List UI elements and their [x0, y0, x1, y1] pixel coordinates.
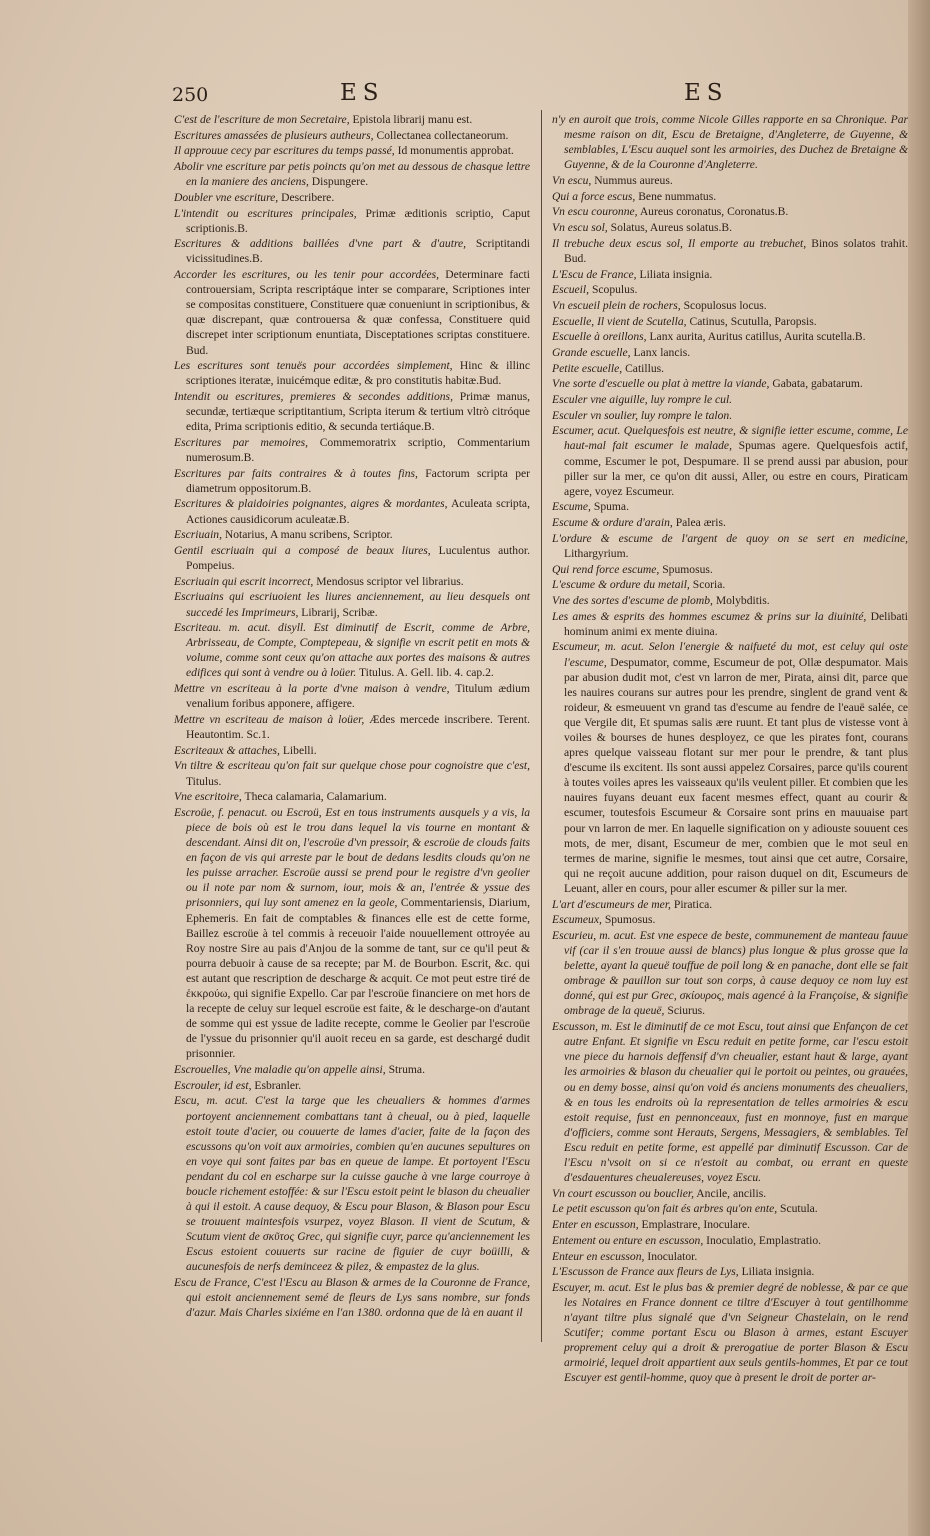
dictionary-entry: [174, 712, 530, 742]
entry-french-text: Vne escritoire,: [174, 790, 242, 804]
entry-latin-text: Scoria.: [692, 578, 726, 592]
entry-latin-text: Factorum scripta per diametrum oppositorum.B.: [186, 466, 531, 495]
dictionary-entry: [552, 639, 908, 896]
entry-latin-text: Nummus aureus.: [594, 173, 673, 187]
entry-latin-text: Theca calamaria, Calamarium.: [244, 790, 387, 804]
entry-latin-text: Lithargyrium.: [564, 546, 629, 560]
entry-french-text: Escritures par faits contraires & à toutes fins,: [174, 466, 418, 480]
dictionary-entry: [174, 267, 530, 358]
entry-french-text: Enter en escusson,: [552, 1218, 639, 1232]
dictionary-entry: [174, 159, 530, 189]
entry-french-text: Qui rend force escume,: [552, 562, 660, 576]
entry-latin-text: Spumosus.: [662, 562, 713, 576]
entry-french-text: Vne sorte d'escuelle ou plat à mettre la viande,: [552, 377, 770, 391]
entry-latin-text: Describere.: [281, 190, 335, 204]
entry-latin-text: Molybditis.: [715, 593, 770, 607]
entry-latin-text: Ancile, ancilis.: [696, 1186, 767, 1200]
dictionary-entry: [174, 112, 530, 127]
dictionary-entry: [174, 681, 530, 711]
entry-latin-text: Binos solatos trahit. Bud.: [564, 236, 908, 265]
entry-french-text: Les escritures sont tenuës pour accordées simplement,: [174, 359, 453, 373]
dictionary-entry: [174, 543, 530, 573]
entry-french-text: Escueil,: [552, 283, 590, 297]
entry-french-text: Il trebuche deux escus sol, Il emporte au trebuchet,: [552, 236, 807, 250]
dictionary-entry: [552, 392, 908, 407]
entry-latin-text: Spuma.: [593, 500, 629, 514]
dictionary-entry: [174, 466, 530, 496]
entry-latin-text: Determinare facti controuersiam, Scripta rescriptáque inter se comparare, Scriptiones inter se compositas constituere, Constituere quæ conueniunt in scriptionibus, & quæ discrepant, quæ controuersa & quæ confessa, Constituere quid discrepet inter scriptionum enuntiata, Disceptationes scriptas constituere. Bud.: [186, 268, 530, 357]
dictionary-entry: [552, 1201, 908, 1216]
entry-latin-text: Commentariensis, Diarium, Ephemeris. En fait de comptables & finances elle est de cette forme, Baillez escroüe à tel commis à receuoir l'aide nouuellement ottroyée au Roy nostre Sire au pais d'Anjou de la somme de tant, sur ce qu'il peut & pourra debuoir à cause de sa recepte; par M. de Bourbon. Escrit, &c. qui est autant que rescription de descharge & acquit. Ce mot peut estre tiré de ἐκκρούω, qui signifie Expello. Car par l'escroüe financiere on met hors de la recepte de celuy sur lequel escroüe est faite, & le descharge-on d'autant de somme qui est yssue de ladite recepte, comme le Geolier par l'escroüe de l'yssue du prisonnier qu'il auoit receu en sa garde, est deschargé dudit prisonnier.: [186, 896, 530, 1061]
entry-latin-text: Primæ æditionis scriptio, Caput scriptionis.B.: [186, 206, 530, 235]
dictionary-entry: [174, 574, 530, 589]
dictionary-entry: [552, 1233, 908, 1248]
page-number: 250: [172, 84, 209, 106]
dictionary-entry: [174, 1062, 530, 1077]
entry-latin-text: Inoculatio, Emplastratio.: [706, 1233, 822, 1247]
dictionary-entry: [552, 912, 908, 927]
entry-french-text: Escumeux,: [552, 913, 602, 927]
running-head-left: ES: [340, 80, 385, 106]
entry-latin-text: Libelli.: [282, 743, 317, 757]
entry-latin-text: Solatus, Aureus solatus.B.: [610, 221, 733, 235]
entry-latin-text: Luculentus author. Pompeius.: [186, 543, 530, 573]
entry-french-text: Qui a force escus,: [552, 189, 636, 203]
entry-french-text: Grande escuelle,: [552, 345, 631, 359]
dictionary-entry: [552, 282, 908, 297]
entry-french-text: Mettre vn escriteau à la porte d'vne maison à vendre,: [174, 682, 450, 696]
entry-french-text: L'ordure & escume de l'argent de quoy on se sert en medicine,: [552, 531, 908, 545]
entry-latin-text: Bene nummatus.: [638, 189, 717, 203]
dictionary-entry: [174, 1093, 530, 1274]
entry-french-text: Vn escu couronne,: [552, 205, 638, 219]
dictionary-entry: [174, 758, 530, 788]
entry-latin-text: Ædes mercede inscribere. Terent. Heautontim. Sc.1.: [186, 712, 530, 742]
entry-french-text: Escumer, acut. Quelquesfois est neutre, & signifie ietter escume, comme, Le haut-mal fait escumer le malade,: [552, 424, 908, 453]
dictionary-entry: [552, 515, 908, 530]
entry-latin-text: Lanx aurita, Auritus catillus, Aurita scutella.B.: [649, 330, 866, 344]
entry-french-text: Petite escuelle,: [552, 361, 623, 375]
entry-french-text: L'Escu de France,: [552, 267, 637, 281]
dictionary-entry: [552, 577, 908, 592]
entry-latin-text: Titulus.: [186, 774, 222, 788]
dictionary-entry: [552, 897, 908, 912]
entry-french-text: Escurieu, m. acut. Est vne espece de beste, communement de manteau fauue vif (car il s'en trouue aussi de blancs) plus longue & plus grosse que la belette, ayant la queuë touffue de poil long & en panache, dont elle se fait ombrage & pauillon sur tout son corps, à cause dequoy ce nom luy est donné, qui est pur Grec, σκίουρος, mais agencé à la Françoise, & signifie ombrage de la queuë,: [552, 929, 908, 1018]
dictionary-entry: [174, 190, 530, 205]
entry-french-text: Les ames & esprits des hommes escumez & prins sur la diuinité,: [552, 609, 867, 623]
dictionary-entry: [174, 236, 530, 266]
dictionary-entry: [552, 408, 908, 423]
dictionary-entry: [552, 329, 908, 344]
entry-latin-text: Titulum ædium venalium foribus apponere, affigere.: [186, 682, 530, 711]
entry-french-text: Escuyer, m. acut. Est le plus bas & premier degré de noblesse, & par ce que les Notaires en France donnent ce tiltre d'Escuyer à tout gentilhomme n'ayant tiltre plus signalé que d'vn Seigneur Chastelain, on le rend Scutifer; comme portant Escu ou Blason à armes, estant Escuyer proprement celuy qui a droit & prerogatiue de porter Blason & Escu armoirié, lequel droit appartient aux seuls gentils-hommes, Et par ce tout Escuyer est gentil-homme, quoy que à present le droit de porter ar-: [552, 1280, 908, 1385]
dictionary-entry: [552, 376, 908, 391]
entry-french-text: Escumeur, m. acut. Selon l'energie & naifueté du mot, est celuy qui oste l'escume,: [552, 640, 908, 669]
dictionary-entry: [552, 562, 908, 577]
entry-latin-text: Spumosus.: [604, 913, 656, 927]
left-column: [174, 112, 530, 1321]
dictionary-entry: [174, 128, 530, 143]
entry-french-text: Vn escu,: [552, 173, 592, 187]
entry-latin-text: Delibati hominum animi ex mente diuina.: [564, 609, 908, 638]
entry-french-text: Escriuains qui escriuoient les liures anciennement, au lieu desquels ont succedé les Imprimeurs,: [174, 590, 530, 619]
dictionary-entry: [174, 358, 530, 388]
dictionary-entry: [552, 1264, 908, 1279]
entry-french-text: L'Escusson de France aux fleurs de Lys,: [552, 1265, 739, 1279]
entry-french-text: Escriuain qui escrit incorrect,: [174, 574, 314, 588]
entry-latin-text: Epistola librarij manu est.: [352, 113, 473, 126]
entry-latin-text: Despumator, comme, Escumeur de pot, Ollæ despumator. Mais par abusion dudit mot, c'est vn larron de mer, Pirata, ainsi dit, parce que les nauires courans sur autres pour les prendre, singlent de grand vent & roideur, & esmeuuent vn grand tas d'escume au fendre de l'eauë salée, ce que Vergile dit, Et spumas salis ære ruunt. Et tant plus de vistesse vont à voiles & bourses de hunes desployez, ce que les pirates font, courans apres quelque vaisseau flotant sur mer pour le prendre, & tant plus d'escume ils excitent. Ils sont aussi appelez Corsaires, parce qu'ils courent à toutes voiles apres les vaisseaux qu'ils veulent piller. Et combien que les nauires fuyans deuant eux facent mesmes effect, quant au courir & escumer, toutesfois Escumeur & Corsaire sont prins en mauuaise part pour vn larron de mer. En laquelle signification on y adiouste souuent ces mots, de mer, disant, Escumeur de mer, combien que le mot seul en termes de marine, signifie le mesmes, tout ainsi que cet autre, Corsaire, qui ne reçoit aucune addition, pour raison duquel on dit, Escumeurs de Leuant, aller en cours, pour aller escumer & piller sur la mer.: [564, 655, 908, 895]
dictionary-entry: [552, 112, 908, 172]
entry-latin-text: Scriptitandi vicissitudines.B.: [186, 237, 530, 266]
entry-latin-text: Dispungere.: [311, 175, 369, 189]
dictionary-entry: [552, 189, 908, 204]
entry-french-text: Vn court escusson ou bouclier,: [552, 1186, 695, 1200]
entry-french-text: Mettre vn escriteau de maison à loüer,: [174, 712, 365, 726]
entry-french-text: Escritures amassées de plusieurs autheurs,: [174, 128, 374, 142]
entry-french-text: Escuelle à oreillons,: [552, 330, 647, 344]
dictionary-entry: [552, 593, 908, 608]
dictionary-entry: [552, 267, 908, 282]
entry-latin-text: Inoculator.: [647, 1249, 698, 1263]
entry-french-text: Vn tiltre & escriteau qu'on fait sur quelque chose pour cognoistre que c'est,: [174, 759, 530, 773]
dictionary-entry: [552, 204, 908, 219]
dictionary-entry: [174, 1275, 530, 1320]
entry-french-text: L'art d'escumeurs de mer,: [552, 897, 671, 911]
entry-french-text: Escrouelles, Vne maladie qu'on appelle ainsi,: [174, 1063, 386, 1077]
dictionary-entry: [552, 345, 908, 360]
entry-latin-text: Piratica.: [673, 897, 713, 911]
entry-french-text: Escritures par memoires,: [174, 435, 309, 449]
dictionary-entry: [174, 206, 530, 236]
dictionary-entry: [552, 1186, 908, 1201]
dictionary-entry: [174, 389, 530, 434]
entry-french-text: Escritures & additions baillées d'vne part & d'autre,: [174, 237, 467, 251]
dictionary-entry: [174, 143, 530, 158]
entry-french-text: Vn escu sol,: [552, 221, 608, 235]
entry-latin-text: Notarius, A manu scribens, Scriptor.: [224, 528, 393, 542]
entry-latin-text: Mendosus scriptor vel librarius.: [316, 574, 464, 588]
entry-french-text: C'est de l'escriture de mon Secretaire,: [174, 113, 350, 126]
dictionary-entry: [552, 1019, 908, 1185]
dictionary-entry: [552, 531, 908, 561]
entry-latin-text: Liliata insignia.: [639, 267, 713, 281]
entry-latin-text: Id monumentis approbat.: [397, 144, 514, 158]
dictionary-entry: [552, 423, 908, 498]
dictionary-entry: [174, 743, 530, 758]
page-edge: [908, 0, 930, 1536]
dictionary-entry: [552, 928, 908, 1019]
dictionary-entry: [552, 499, 908, 514]
entry-latin-text: Emplastrare, Inoculare.: [641, 1218, 751, 1232]
entry-latin-text: Liliata insignia.: [741, 1265, 815, 1279]
entry-french-text: Entement ou enture en escusson,: [552, 1233, 704, 1247]
entry-french-text: Escu, m. acut. C'est la targe que les cheualiers & hommes d'armes portoyent anciennement combattans tant à cheual, ou à pied, laquelle estoit toute d'acier, ou couuerte de lames d'acier, faite de la façon des escussons qu'on voit aux armoiries, combien qu'en aucunes sepultures on en voye qui sont faites par bas en queue de lampe. Et portoyent l'Escu pendant du col en escharpe sur la cuisse gauche à vne large courroye à boucle richement estoffée: & sur l'Escu estoit peint le blason du cheualier à qui il estoit. A cause dequoy, & Escu pour Blason, & Blason pour Escu se trouuent maintesfois vsurpez, voyez Blason. Il vient de Scutum, & Scutum vient de σκῦτος Grec, qui signifie cuyr, parce qu'anciennement les Escus estoient couuerts sur racine de figuier de cuyr boüilli, & aucunesfois de nerfs deminceez & pilez, & empastez de la glus.: [174, 1094, 530, 1274]
dictionary-entry: [174, 435, 530, 465]
entry-french-text: Esculer vn soulier, luy rompre le talon.: [552, 408, 733, 422]
entry-french-text: Escriteau. m. acut. disyll. Est diminutif de Escrit, comme de Arbre, Arbrisseau, de Compte, Compteреau, & signifie vn escrit petit en mots & volume, comme sont ceux qu'on attache aux portes des maisons & autres edifices qui sont à vendre ou à loüer.: [174, 621, 530, 680]
entry-latin-text: Hinc & illinc scriptiones iteratæ, inuicémque editæ, & pro constitutis habitæ.Bud.: [186, 359, 530, 388]
dictionary-entry: [552, 361, 908, 376]
dictionary-entry: [174, 527, 530, 542]
entry-french-text: Gentil escriuain qui a composé de beaux liures,: [174, 543, 431, 557]
entry-latin-text: Collectanea collectaneorum.: [376, 128, 509, 142]
entry-french-text: Vn escueil plein de rochers,: [552, 298, 681, 312]
entry-french-text: Il approuue cecy par escritures du temps passé,: [174, 144, 395, 158]
dictionary-entry: [552, 298, 908, 313]
entry-french-text: Esculer vne aiguille, luy rompre le cul.: [552, 393, 733, 406]
entry-french-text: Escriuain,: [174, 528, 222, 542]
right-column: [552, 112, 908, 1386]
dictionary-entry: [174, 1078, 530, 1093]
entry-french-text: Vne des sortes d'escume de plomb,: [552, 593, 713, 607]
dictionary-entry: [552, 314, 908, 329]
entry-latin-text: Aculeata scripta, Actiones causidicorum aculeatæ.B.: [186, 497, 530, 526]
entry-latin-text: Aureus coronatus, Coronatus.B.: [639, 205, 789, 219]
entry-latin-text: Scopulosus locus.: [683, 298, 767, 312]
dictionary-entry: [174, 620, 530, 680]
entry-french-text: Accorder les escritures, ou les tenir pour accordées,: [174, 268, 440, 282]
entry-latin-text: Scutula.: [780, 1202, 818, 1216]
entry-french-text: Abolir vne escriture par petis poincts qu'on met au dessous de chasque lettre en la maniere des anciens,: [174, 160, 530, 189]
entry-french-text: Escuelle, Il vient de Scutella,: [552, 314, 687, 328]
entry-french-text: Enteur en escusson,: [552, 1249, 645, 1263]
entry-french-text: L'escume & ordure du metail,: [552, 578, 690, 592]
entry-french-text: Intendit ou escritures, premieres & secondes additions,: [174, 390, 453, 404]
entry-french-text: Escume,: [552, 500, 591, 514]
entry-french-text: Escrouler, id est,: [174, 1078, 252, 1092]
entry-french-text: Escusson, m. Est le diminutif de ce mot Escu, tout ainsi que Enfançon de cet autre Enfant. Et signifie vn Escu reduit en petite forme, car l'escu estoit vne piece du harnois deffensif d'vn cheualier, estant haut & large, ayant les armoiries & blason du cheualier qui le portoit ou peintes, ou grauées, ou en demy bosse, ainsi qu'on void és anciens monuments des cheualiers, & en tous les endroits où la representation de telles armoiries & escu estoit requise, fust en pennonceaux, fust en monnoye, fust en marque d'officiers, comme sont Herauts, Sergens, Messagiers, & semblables. Tel Escu reduit en petite forme, est appellé par diminutif Escusson. Car de l'Escu n'vsoit on si ce n'estoit au combat, ou errant en queste d'esdauentures cheualereuses, voyez Escu.: [552, 1020, 908, 1185]
entry-latin-text: Commemoratrix scriptio, Commentarium numerosum.B.: [186, 435, 530, 464]
entry-french-text: Escu de France, C'est l'Escu au Blason & armes de la Couronne de France, qui estoit anciennement semé de fleurs de Lys sans nombre, sur fonds d'azur. Mais Charles sixiéme en l'an 1380. ordonna que de là en auant il: [174, 1276, 530, 1320]
dictionary-entry: [174, 496, 530, 526]
entry-latin-text: Sciurus.: [667, 1004, 706, 1018]
dictionary-entry: [174, 789, 530, 804]
entry-latin-text: Titulus. A. Gell. lib. 4. cap.2.: [358, 666, 494, 680]
entry-latin-text: Scopulus.: [591, 283, 638, 297]
entry-latin-text: Catinus, Scutulla, Paropsis.: [689, 314, 817, 328]
entry-french-text: L'intendit ou escritures principales,: [174, 206, 357, 220]
dictionary-entry: [174, 589, 530, 619]
entry-latin-text: Struma.: [388, 1063, 425, 1077]
entry-latin-text: Catillus.: [625, 361, 665, 375]
entry-latin-text: Lanx lancis.: [633, 345, 691, 359]
entry-latin-text: Esbranler.: [254, 1078, 302, 1092]
dictionary-entry: [552, 1217, 908, 1232]
entry-french-text: Doubler vne escriture,: [174, 190, 279, 204]
dictionary-entry: [552, 173, 908, 188]
entry-french-text: n'y en auroit que trois, comme Nicole Gilles rapporte en sa Chronique. Par mesme raison on dit, Escu de Bretaigne, d'Angleterre, de Guyenne, & semblables, L'Escu auquel sont les armoiries, des Duchez de Bretaigne & Guyenne, & de la Couronne d'Angleterre.: [552, 113, 908, 172]
entry-french-text: Escriteaux & attaches,: [174, 743, 280, 757]
dictionary-entry: [174, 805, 530, 1062]
entry-latin-text: Gabata, gabatarum.: [772, 377, 863, 391]
entry-latin-text: Primæ manus, secundæ, tertiæque scriptitantium, Scripta iterum & tertium vltrò citróque edita, Prima scriptionis editio, & secunda tertiáque.B.: [186, 390, 530, 434]
entry-french-text: Escritures & plaidoiries poignantes, aigres & mordantes,: [174, 497, 448, 511]
entry-latin-text: Palea æris.: [675, 516, 726, 530]
dictionary-entry: [552, 1249, 908, 1264]
running-head-right: ES: [684, 80, 729, 106]
entry-french-text: Escume & ordure d'arain,: [552, 516, 673, 530]
entry-french-text: Escroüe, f. penacut. ou Escroü, Est en tous instruments ausquels y a vis, la piece de bois où est le trou dans lequel la vis tourne en montant & descendant. Ainsi dit on, l'escroüe d'vn pressoir, & escroüe de clouds faits en façon de vis qui arreste par le bout de dedans lesdits clouds qu'on ne les puisse arracher. Escroüe aussi se prend pour le registre d'vn geolier ou il note par nom & surnom, iour, mois & an, l'entrée & yssue des prisonniers, qui luy sont amenez en la geole,: [174, 805, 530, 910]
entry-latin-text: Librarij, Scribæ.: [301, 605, 378, 619]
dictionary-entry: [552, 220, 908, 235]
dictionary-entry: [552, 1280, 908, 1386]
entry-latin-text: Spumas agere. Quelquesfois actif, comme, Escumer le pot, Despumare. Il se prend aussi par abusion, pour piller sur la mer, ce qu'on dit aussi, Aller, ou estre en cours, Piraticam agere, voyez Escumeur.: [564, 439, 908, 498]
entry-french-text: Le petit escusson qu'on fait és arbres qu'on ente,: [552, 1202, 778, 1216]
dictionary-entry: [552, 609, 908, 639]
dictionary-entry: [552, 236, 908, 266]
column-rule: [541, 110, 542, 1342]
